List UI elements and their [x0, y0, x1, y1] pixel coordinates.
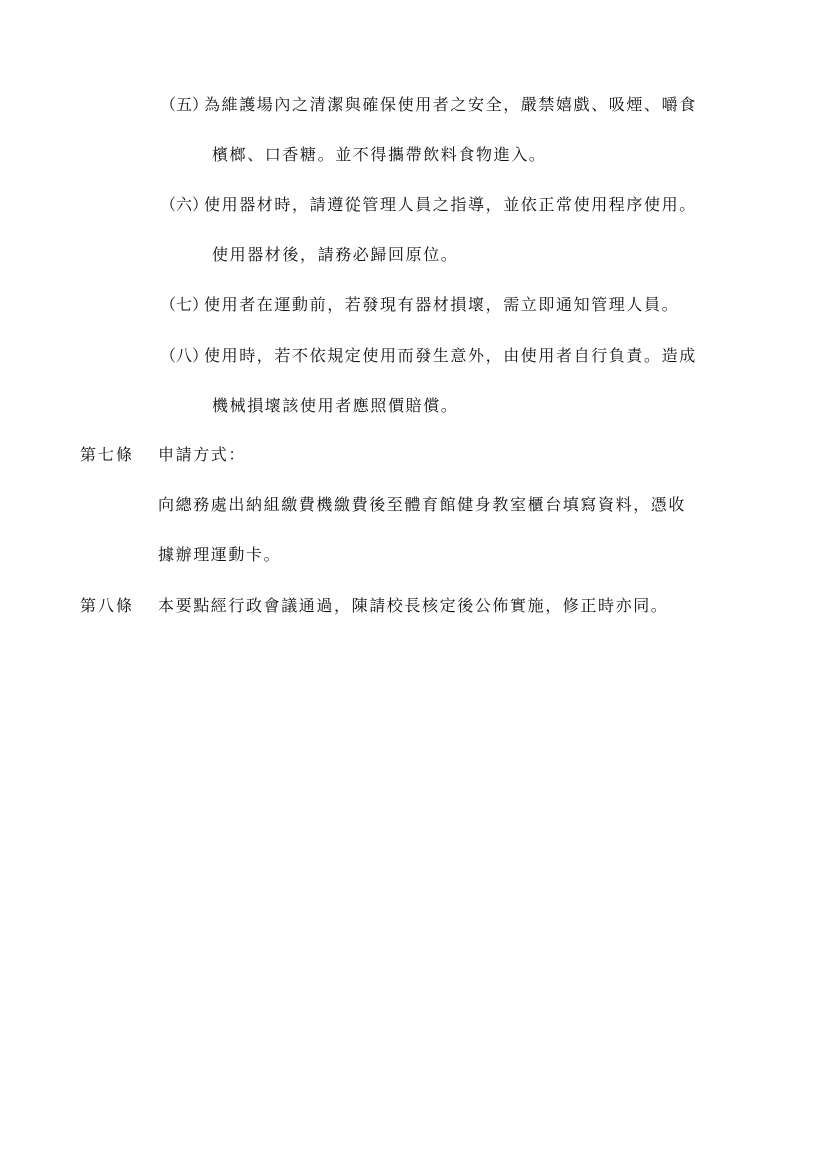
item-seven-marker: （七） [160, 295, 209, 314]
article-eight-number: 第八條 [80, 596, 135, 615]
article-seven-body-text-1: 向總務處出納組繳費機繳費後至體育館健身教室櫃台填寫資料，憑收 [158, 495, 687, 514]
item-six-line-1 [160, 195, 697, 215]
item-seven-text-1: 使用者在運動前，若發現有器材損壞，需立即通知管理人員。 [204, 295, 680, 314]
item-five-text-2: 檳榔、口香糖。並不得攜帶飲料食物進入。 [212, 145, 547, 164]
item-five-text-1: 為維護場內之清潔與確保使用者之安全，嚴禁嬉戲、吸煙、嚼食 [204, 95, 697, 114]
article-seven-body-line-2 [158, 545, 281, 565]
item-eight-line-1 [160, 346, 697, 366]
article-seven-body-text-2: 據辦理運動卡。 [158, 545, 282, 564]
item-five-marker: （五） [160, 95, 209, 114]
item-seven-line-1 [160, 295, 679, 315]
item-eight-marker: （八） [160, 346, 209, 365]
item-five-line-2 [212, 145, 546, 165]
article-eight-text: 本要點經行政會議通過，陳請校長核定後公佈實施，修正時亦同。 [158, 596, 669, 615]
item-eight-text-1: 使用時，若不依規定使用而發生意外，由使用者自行負責。造成 [204, 346, 697, 365]
article-eight-line [80, 596, 668, 616]
item-eight-text-2: 機械損壞該使用者應照價賠償。 [212, 396, 459, 415]
article-seven-body-line-1 [158, 495, 686, 515]
article-seven-heading-line [80, 445, 246, 465]
item-five-line-1 [160, 95, 697, 115]
item-six-marker: （六） [160, 195, 209, 214]
item-six-text-1: 使用器材時，請遵從管理人員之指導，並依正常使用程序使用。 [204, 195, 697, 214]
item-six-text-2: 使用器材後，請務必歸回原位。 [212, 245, 459, 264]
article-seven-heading: 申請方式： [158, 445, 247, 464]
article-seven-number: 第七條 [80, 445, 135, 464]
item-six-line-2 [212, 245, 458, 265]
item-eight-line-2 [212, 396, 458, 416]
